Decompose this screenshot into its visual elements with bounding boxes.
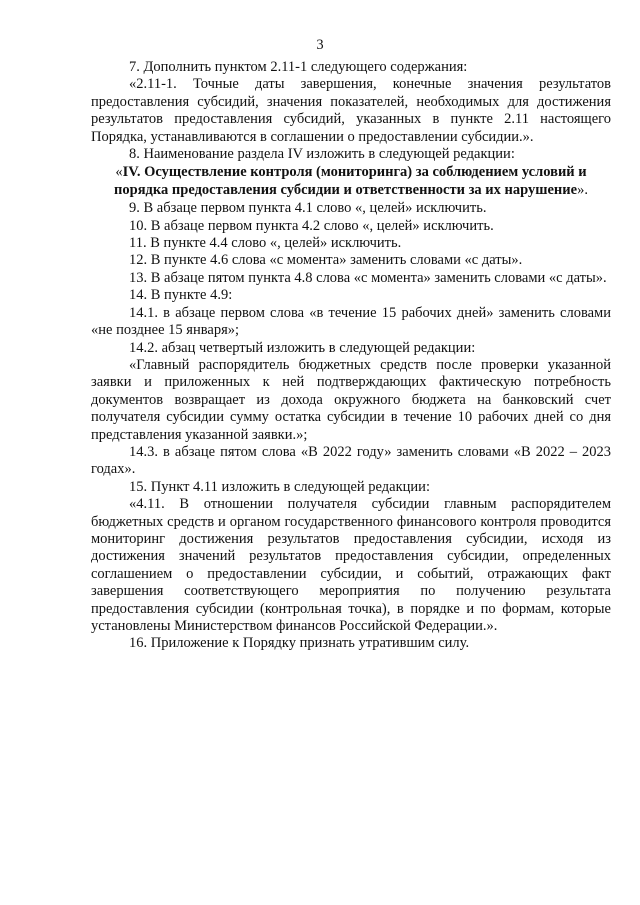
paragraph-item-14: 14. В пункте 4.9: (129, 287, 233, 304)
paragraph-item-12: 12. В пункте 4.6 слова «с момента» заменить словами «с даты». (129, 252, 523, 269)
paragraph-item-11: 11. В пункте 4.4 слово «, целей» исключить. (129, 235, 402, 252)
section-heading (91, 164, 611, 199)
heading-close-quote: ». (577, 181, 588, 198)
page-number: 3 (316, 37, 324, 53)
paragraph-item-13: 13. В абзаце пятом пункта 4.8 слова «с момента» заменить словами «с даты». (129, 269, 607, 286)
paragraph-item-2-11-1-text: «2.11-1. Точные даты завершения, конечные значения результатов предоставления субсидий, значения показателей, необходимых для достижения результатов предоставления субсидий, указанных в пункте 2.11 настоящего Порядка, устанавливаются в соглашении о предоставлении субсидии.». (91, 76, 611, 145)
paragraph-item-4-11-text: «4.11. В отношении получателя субсидии главным распорядителем бюджетных средств и органом государственного финансового контроля проводится мониторинг достижения результатов предоставления субсидии, исходя из достижения значений результатов предоставления субсидии, определенных соглашением о предоставлении субсидии, и событий, отражающих факт завершения соответствующего мероприятия по получению результата предоставления субсидии (контрольная точка), в порядке и по формам, которые установлены Министерством финансов Российской Федерации.». (91, 496, 611, 634)
paragraph-item-14-1: 14.1. в абзаце первом слова «в течение 15 рабочих дней» заменить словами «не позднее 15 января»; (91, 304, 611, 339)
paragraph-item-16: 16. Приложение к Порядку признать утратившим силу. (129, 635, 470, 652)
document-body (91, 59, 611, 653)
heading-text: IV. Осуществление контроля (мониторинга) за соблюдением условий и порядка предоставления субсидии и ответственности за их нарушение (114, 164, 587, 198)
paragraph-item-14-3: 14.3. в абзаце пятом слова «В 2022 году» заменить словами «В 2022 – 2023 годах». (91, 443, 611, 478)
paragraph-item-7: 7. Дополнить пунктом 2.11-1 следующего содержания: (129, 59, 468, 75)
paragraph-item-14-2: 14.2. абзац четвертый изложить в следующей редакции: (129, 339, 476, 356)
paragraph-item-10: 10. В абзаце первом пункта 4.2 слово «, целей» исключить. (129, 217, 494, 234)
heading-open-quote: « (115, 164, 123, 181)
paragraph-item-15: 15. Пункт 4.11 изложить в следующей редакции: (129, 478, 430, 495)
paragraph-item-8: 8. Наименование раздела IV изложить в следующей редакции: (129, 146, 515, 163)
paragraph-item-9: 9. В абзаце первом пункта 4.1 слово «, целей» исключить. (129, 200, 487, 217)
paragraph-quoted-paragraph-4: «Главный распорядитель бюджетных средств после проверки указанной заявки и приложенных к ней подтверждающих фактическую потребность документов возвращает из дохода окружного бюджета на банковский счет получателя субсидии сумму остатка субсидии в течение 10 рабочих дней со дня представления указанной заявки.»; (91, 356, 611, 443)
